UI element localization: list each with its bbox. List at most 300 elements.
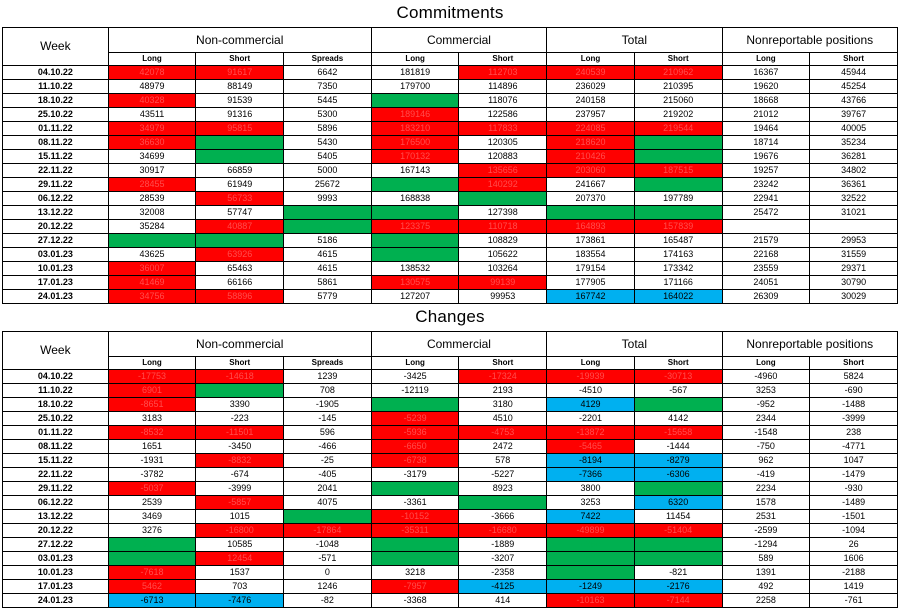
data-cell: 128090 bbox=[371, 234, 459, 248]
data-cell: 28455 bbox=[108, 178, 196, 192]
data-cell: 5824 bbox=[810, 370, 898, 384]
data-cell: 170132 bbox=[371, 150, 459, 164]
data-cell: 9993 bbox=[284, 192, 372, 206]
data-cell: 214792 bbox=[547, 206, 635, 220]
subheader-short: Short bbox=[459, 53, 547, 66]
data-cell: 19257 bbox=[722, 164, 810, 178]
data-cell: -19939 bbox=[547, 370, 635, 384]
data-cell: 7350 bbox=[284, 80, 372, 94]
table-row bbox=[3, 510, 898, 524]
data-cell: 209243 bbox=[634, 206, 722, 220]
data-cell: 3390 bbox=[196, 398, 284, 412]
data-cell: 197789 bbox=[634, 192, 722, 206]
data-cell: 0 bbox=[284, 566, 372, 580]
data-cell: 219544 bbox=[634, 122, 722, 136]
row-week: 06.12.22 bbox=[3, 496, 109, 510]
data-cell: 135314 bbox=[371, 248, 459, 262]
row-week: 29.11.22 bbox=[3, 178, 109, 192]
data-cell: -1249 bbox=[547, 580, 635, 594]
data-cell: 7648 bbox=[634, 538, 722, 552]
data-cell: 105622 bbox=[459, 248, 547, 262]
data-cell: 4615 bbox=[284, 248, 372, 262]
data-cell: -3666 bbox=[459, 510, 547, 524]
data-cell: 2539 bbox=[108, 496, 196, 510]
data-cell: 5445 bbox=[284, 94, 372, 108]
row-week: 01.11.22 bbox=[3, 122, 109, 136]
data-cell: 14105 bbox=[284, 510, 372, 524]
row-week: 25.10.22 bbox=[3, 108, 109, 122]
data-cell: 1651 bbox=[108, 440, 196, 454]
data-cell: 3276 bbox=[108, 524, 196, 538]
table-row bbox=[3, 384, 898, 398]
subheader-short: Short bbox=[634, 357, 722, 370]
header-group-commercial: Commercial bbox=[371, 28, 546, 53]
data-cell: 45944 bbox=[810, 66, 898, 80]
data-cell: 51472 bbox=[196, 234, 284, 248]
data-cell: 8676 bbox=[634, 552, 722, 566]
subheader-short: Short bbox=[634, 53, 722, 66]
data-cell: 95815 bbox=[196, 122, 284, 136]
data-cell: -17864 bbox=[284, 524, 372, 538]
header-group-noncommercial: Non-commercial bbox=[108, 28, 371, 53]
data-cell: 57747 bbox=[196, 206, 284, 220]
data-cell: 6320 bbox=[634, 496, 722, 510]
data-cell: 5405 bbox=[284, 150, 372, 164]
data-cell: -5936 bbox=[371, 426, 459, 440]
data-cell: 120883 bbox=[459, 150, 547, 164]
subheader-long: Long bbox=[722, 357, 810, 370]
data-cell: 164022 bbox=[634, 290, 722, 304]
data-cell: 14685 bbox=[371, 398, 459, 412]
data-cell: 32522 bbox=[810, 192, 898, 206]
data-cell: 2344 bbox=[722, 412, 810, 426]
data-cell: 25672 bbox=[284, 178, 372, 192]
data-cell: 236029 bbox=[547, 80, 635, 94]
data-cell: 21012 bbox=[722, 108, 810, 122]
row-week: 17.01.23 bbox=[3, 580, 109, 594]
data-cell: 108829 bbox=[459, 234, 547, 248]
table-row bbox=[3, 150, 898, 164]
section-title-commitments: Commitments bbox=[396, 3, 504, 22]
subheader-short: Short bbox=[459, 357, 547, 370]
data-cell: -1905 bbox=[284, 398, 372, 412]
data-cell: 210962 bbox=[634, 66, 722, 80]
data-cell: -6738 bbox=[371, 454, 459, 468]
header-week: Week bbox=[3, 332, 109, 370]
data-cell: 189146 bbox=[371, 108, 459, 122]
data-cell: -4125 bbox=[459, 580, 547, 594]
data-cell: 29953 bbox=[810, 234, 898, 248]
data-cell: 194385 bbox=[371, 94, 459, 108]
data-cell: 187515 bbox=[634, 164, 722, 178]
data-cell: 34802 bbox=[810, 164, 898, 178]
data-cell: 240158 bbox=[547, 94, 635, 108]
data-cell: 5462 bbox=[108, 580, 196, 594]
row-week: 29.11.22 bbox=[3, 482, 109, 496]
data-cell: 171166 bbox=[634, 276, 722, 290]
row-week: 22.11.22 bbox=[3, 468, 109, 482]
data-cell: 4129 bbox=[547, 398, 635, 412]
data-cell: -5037 bbox=[108, 482, 196, 496]
data-cell: 179154 bbox=[547, 262, 635, 276]
table-row bbox=[3, 482, 898, 496]
row-week: 06.12.22 bbox=[3, 192, 109, 206]
data-cell: 18714 bbox=[722, 136, 810, 150]
data-cell: 4510 bbox=[459, 412, 547, 426]
table-row bbox=[3, 276, 898, 290]
data-cell: 1606 bbox=[810, 552, 898, 566]
changes-body bbox=[3, 370, 898, 608]
data-cell: -49899 bbox=[547, 524, 635, 538]
data-cell: 19464 bbox=[722, 122, 810, 136]
data-cell: 703 bbox=[196, 580, 284, 594]
data-cell: 173861 bbox=[547, 234, 635, 248]
data-cell: -8832 bbox=[196, 454, 284, 468]
row-week: 01.11.22 bbox=[3, 426, 109, 440]
table-row bbox=[3, 412, 898, 426]
data-cell: 3183 bbox=[108, 412, 196, 426]
data-cell: 99953 bbox=[459, 290, 547, 304]
subheader-row bbox=[3, 357, 898, 370]
data-cell: 3040 bbox=[108, 552, 196, 566]
data-cell: 165487 bbox=[634, 234, 722, 248]
data-cell: -405 bbox=[284, 468, 372, 482]
table-row bbox=[3, 178, 898, 192]
data-cell: 23559 bbox=[722, 262, 810, 276]
data-cell: 5861 bbox=[284, 276, 372, 290]
data-cell: -690 bbox=[810, 384, 898, 398]
row-week: 15.11.22 bbox=[3, 454, 109, 468]
subheader-long: Long bbox=[722, 53, 810, 66]
row-week: 20.12.22 bbox=[3, 220, 109, 234]
data-cell: -82 bbox=[284, 594, 372, 608]
data-cell: 8923 bbox=[459, 482, 547, 496]
data-cell: 3180 bbox=[459, 398, 547, 412]
row-week: 13.12.22 bbox=[3, 510, 109, 524]
row-week: 11.10.22 bbox=[3, 80, 109, 94]
data-cell: -1294 bbox=[722, 538, 810, 552]
subheader-short: Short bbox=[810, 357, 898, 370]
data-cell: 123375 bbox=[371, 220, 459, 234]
data-cell: 589 bbox=[722, 552, 810, 566]
data-cell: 173342 bbox=[634, 262, 722, 276]
data-cell: -5857 bbox=[196, 496, 284, 510]
subheader-short: Short bbox=[196, 53, 284, 66]
data-cell: 39767 bbox=[810, 108, 898, 122]
data-cell: 1419 bbox=[810, 580, 898, 594]
row-week: 22.11.22 bbox=[3, 164, 109, 178]
data-cell: -7618 bbox=[108, 566, 196, 580]
data-cell: 4142 bbox=[634, 412, 722, 426]
data-cell: -1931 bbox=[108, 454, 196, 468]
data-cell: 1239 bbox=[284, 370, 372, 384]
row-week: 11.10.22 bbox=[3, 384, 109, 398]
data-cell: 23242 bbox=[722, 178, 810, 192]
data-cell: 8234 bbox=[284, 220, 372, 234]
data-cell: -674 bbox=[196, 468, 284, 482]
data-cell: 5896 bbox=[284, 122, 372, 136]
data-cell: 26309 bbox=[722, 290, 810, 304]
data-cell: 596 bbox=[284, 426, 372, 440]
header-group-nonreportable: Nonreportable positions bbox=[722, 332, 897, 357]
data-cell: 157839 bbox=[634, 220, 722, 234]
table-row bbox=[3, 164, 898, 178]
data-cell: -1094 bbox=[810, 524, 898, 538]
table-row bbox=[3, 248, 898, 262]
data-cell: 103264 bbox=[459, 262, 547, 276]
data-cell: 176500 bbox=[371, 136, 459, 150]
subheader-spreads: Spreads bbox=[284, 53, 372, 66]
data-cell: 179700 bbox=[371, 80, 459, 94]
data-cell: -3999 bbox=[810, 412, 898, 426]
data-cell: 167143 bbox=[371, 164, 459, 178]
data-cell: -35311 bbox=[371, 524, 459, 538]
row-week: 10.01.23 bbox=[3, 566, 109, 580]
data-cell: 1047 bbox=[810, 454, 898, 468]
subheader-row bbox=[3, 53, 898, 66]
subheader-long: Long bbox=[371, 357, 459, 370]
data-cell: 118076 bbox=[459, 94, 547, 108]
data-cell: -1889 bbox=[459, 538, 547, 552]
data-cell: 11454 bbox=[634, 510, 722, 524]
data-cell: 19676 bbox=[722, 150, 810, 164]
data-cell: 1246 bbox=[284, 580, 372, 594]
table-row bbox=[3, 94, 898, 108]
data-cell: 34699 bbox=[108, 150, 196, 164]
data-cell: -6650 bbox=[371, 440, 459, 454]
data-cell: 56733 bbox=[196, 192, 284, 206]
data-cell: 61949 bbox=[196, 178, 284, 192]
data-cell: 58896 bbox=[196, 290, 284, 304]
table-row bbox=[3, 234, 898, 248]
data-cell: 30029 bbox=[810, 290, 898, 304]
data-cell: 6642 bbox=[284, 66, 372, 80]
table-row bbox=[3, 220, 898, 234]
data-cell: -6306 bbox=[634, 468, 722, 482]
data-cell: -3368 bbox=[371, 594, 459, 608]
table-row bbox=[3, 552, 898, 566]
data-cell: -4400 bbox=[547, 566, 635, 580]
data-cell: 30790 bbox=[810, 276, 898, 290]
data-cell: 19620 bbox=[722, 80, 810, 94]
data-cell: 2234 bbox=[722, 482, 810, 496]
data-cell: 66166 bbox=[196, 276, 284, 290]
data-cell: 34979 bbox=[108, 122, 196, 136]
data-cell: -952 bbox=[722, 398, 810, 412]
data-cell: -10152 bbox=[371, 510, 459, 524]
data-cell: 9693 bbox=[547, 552, 635, 566]
data-cell: -8194 bbox=[547, 454, 635, 468]
data-cell: 8097 bbox=[459, 496, 547, 510]
data-cell: 210426 bbox=[547, 150, 635, 164]
table-row bbox=[3, 426, 898, 440]
data-cell: -821 bbox=[634, 566, 722, 580]
data-cell: 5000 bbox=[284, 164, 372, 178]
data-cell: 24051 bbox=[722, 276, 810, 290]
data-cell: 4075 bbox=[284, 496, 372, 510]
data-cell: 42078 bbox=[108, 66, 196, 80]
data-cell: 31021 bbox=[810, 206, 898, 220]
data-cell: -3782 bbox=[108, 468, 196, 482]
table-row bbox=[3, 370, 898, 384]
data-cell: 241667 bbox=[547, 178, 635, 192]
data-cell: -223 bbox=[196, 412, 284, 426]
table-row bbox=[3, 398, 898, 412]
data-cell: 12454 bbox=[196, 552, 284, 566]
data-cell: -3450 bbox=[196, 440, 284, 454]
data-cell: 91539 bbox=[196, 94, 284, 108]
subheader-long: Long bbox=[547, 357, 635, 370]
row-week: 03.01.23 bbox=[3, 248, 109, 262]
data-cell: 135656 bbox=[459, 164, 547, 178]
data-cell: 158688 bbox=[371, 206, 459, 220]
table-row bbox=[3, 136, 898, 150]
data-cell: 218620 bbox=[547, 136, 635, 150]
data-cell: 36630 bbox=[108, 136, 196, 150]
data-cell: 202100 bbox=[634, 136, 722, 150]
data-cell: -3179 bbox=[371, 468, 459, 482]
row-week: 15.11.22 bbox=[3, 150, 109, 164]
data-cell: 2193 bbox=[459, 384, 547, 398]
row-week: 13.12.22 bbox=[3, 206, 109, 220]
data-cell: -4771 bbox=[810, 440, 898, 454]
data-cell: 66859 bbox=[196, 164, 284, 178]
header-group-total: Total bbox=[547, 28, 722, 53]
table-row bbox=[3, 66, 898, 80]
data-cell: 31559 bbox=[810, 248, 898, 262]
row-week: 24.01.23 bbox=[3, 594, 109, 608]
data-cell: -2201 bbox=[547, 412, 635, 426]
data-cell: 2258 bbox=[722, 594, 810, 608]
data-cell: 183554 bbox=[547, 248, 635, 262]
data-cell: 24098 bbox=[284, 206, 372, 220]
data-cell: -5239 bbox=[371, 412, 459, 426]
subheader-long: Long bbox=[108, 53, 196, 66]
data-cell: -3999 bbox=[196, 482, 284, 496]
data-cell: -51404 bbox=[634, 524, 722, 538]
data-cell: 167742 bbox=[547, 290, 635, 304]
header-group-noncommercial: Non-commercial bbox=[108, 332, 371, 357]
data-cell: 114896 bbox=[459, 80, 547, 94]
data-cell: 174163 bbox=[634, 248, 722, 262]
data-cell: 43766 bbox=[810, 94, 898, 108]
data-cell: -3425 bbox=[371, 370, 459, 384]
row-week: 20.12.22 bbox=[3, 524, 109, 538]
data-cell: 5430 bbox=[284, 136, 372, 150]
header-week: Week bbox=[3, 28, 109, 66]
data-cell: -4960 bbox=[722, 370, 810, 384]
data-cell: 26 bbox=[810, 538, 898, 552]
data-cell: -567 bbox=[634, 384, 722, 398]
table-row bbox=[3, 524, 898, 538]
data-cell: -4753 bbox=[459, 426, 547, 440]
data-cell: 99139 bbox=[459, 276, 547, 290]
data-cell: 7224 bbox=[371, 552, 459, 566]
table-row bbox=[3, 80, 898, 94]
data-cell: 16367 bbox=[722, 66, 810, 80]
data-cell: 4715 bbox=[371, 538, 459, 552]
header-group-total: Total bbox=[547, 332, 722, 357]
data-cell: 29371 bbox=[810, 262, 898, 276]
data-cell: 35234 bbox=[810, 136, 898, 150]
data-cell: 40585 bbox=[108, 234, 196, 248]
row-week: 25.10.22 bbox=[3, 412, 109, 426]
data-cell: -466 bbox=[284, 440, 372, 454]
data-cell: 40887 bbox=[196, 220, 284, 234]
data-cell: 5186 bbox=[284, 234, 372, 248]
data-cell: 91316 bbox=[196, 108, 284, 122]
data-cell: 22168 bbox=[722, 248, 810, 262]
data-cell: -17753 bbox=[108, 370, 196, 384]
data-cell: 708 bbox=[284, 384, 372, 398]
header-group-nonreportable: Nonreportable positions bbox=[722, 28, 897, 53]
data-cell: 5301 bbox=[108, 538, 196, 552]
subheader-short: Short bbox=[810, 53, 898, 66]
data-cell: -571 bbox=[284, 552, 372, 566]
subheader-spreads: Spreads bbox=[284, 357, 372, 370]
data-cell: 67533 bbox=[196, 150, 284, 164]
data-cell: 177905 bbox=[547, 276, 635, 290]
header-group-commercial: Commercial bbox=[371, 332, 546, 357]
table-row bbox=[3, 108, 898, 122]
data-cell: 6965 bbox=[634, 482, 722, 496]
row-week: 18.10.22 bbox=[3, 398, 109, 412]
data-cell: 63926 bbox=[196, 248, 284, 262]
subheader-long: Long bbox=[108, 357, 196, 370]
data-cell: 219202 bbox=[634, 108, 722, 122]
data-cell: 43511 bbox=[108, 108, 196, 122]
row-week: 04.10.22 bbox=[3, 370, 109, 384]
data-cell: 138532 bbox=[371, 262, 459, 276]
data-cell: 492 bbox=[722, 580, 810, 594]
data-cell: 21579 bbox=[722, 234, 810, 248]
data-cell: -1548 bbox=[722, 426, 810, 440]
data-cell: 2531 bbox=[722, 510, 810, 524]
table-row bbox=[3, 454, 898, 468]
data-cell: -5227 bbox=[459, 468, 547, 482]
data-cell: -6713 bbox=[108, 594, 196, 608]
data-cell: 6901 bbox=[108, 384, 196, 398]
data-cell: 48979 bbox=[108, 80, 196, 94]
subheader-short: Short bbox=[196, 357, 284, 370]
data-cell: -1489 bbox=[810, 496, 898, 510]
data-cell: 237957 bbox=[547, 108, 635, 122]
data-cell bbox=[810, 220, 898, 234]
data-cell: 127398 bbox=[459, 206, 547, 220]
data-cell: 207370 bbox=[547, 192, 635, 206]
data-cell: -7366 bbox=[547, 468, 635, 482]
data-cell: -3468 bbox=[196, 384, 284, 398]
data-cell bbox=[722, 220, 810, 234]
section-title-changes: Changes bbox=[415, 307, 485, 326]
data-cell: -14618 bbox=[196, 370, 284, 384]
data-cell: 22941 bbox=[722, 192, 810, 206]
data-cell: 25472 bbox=[722, 206, 810, 220]
data-cell: 45254 bbox=[810, 80, 898, 94]
table-row bbox=[3, 594, 898, 608]
data-cell: 578 bbox=[459, 454, 547, 468]
table-row bbox=[3, 440, 898, 454]
table-row bbox=[3, 262, 898, 276]
data-cell: 34756 bbox=[108, 290, 196, 304]
data-cell: -5465 bbox=[547, 440, 635, 454]
data-cell: 3469 bbox=[108, 510, 196, 524]
data-cell: 76365 bbox=[196, 136, 284, 150]
data-cell: 1578 bbox=[722, 496, 810, 510]
data-cell: -15658 bbox=[634, 426, 722, 440]
data-cell: -2176 bbox=[634, 580, 722, 594]
data-cell: 40005 bbox=[810, 122, 898, 136]
